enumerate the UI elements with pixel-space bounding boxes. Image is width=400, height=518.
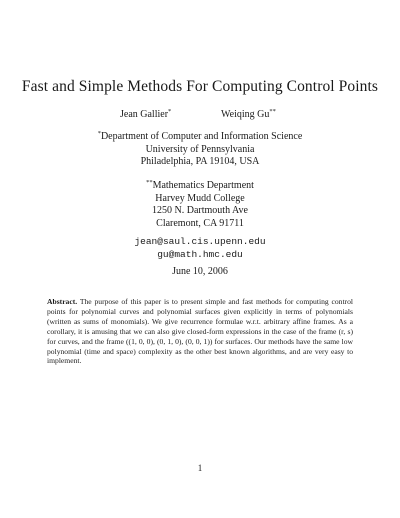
email-list bbox=[0, 236, 400, 261]
affiliation-2-line-4: Claremont, CA 91711 bbox=[156, 217, 244, 229]
author-1-name: Jean Gallier bbox=[120, 109, 169, 120]
affiliation-1-line-3: Philadelphia, PA 19104, USA bbox=[140, 156, 260, 167]
author-2-mark: ** bbox=[269, 108, 276, 115]
abstract-label: Abstract. bbox=[47, 297, 78, 306]
author-1 bbox=[120, 108, 171, 120]
page-number: 1 bbox=[197, 463, 203, 473]
abstract bbox=[47, 297, 353, 366]
author-2-name: Weiqing Gu bbox=[221, 109, 270, 120]
abstract-text: The purpose of this paper is to present simple and fast methods for computing control points for polynomial curves and polynomial surfaces given explicitly in terms of polynomials (written as sums of monomials). We give recurrence formulae w.r.t. arbitrary affine frames. As a corollary, it is amusing that we can also give closed-form expressions in the case of the frame (r, s) for curves, and the frame ((1, 0, 0), (0, 1, 0), (0, 0, 1)) for surfaces. Our methods have the same low polynomial (time and space) complexity as the other best known algorithms, and are very easy to implement. bbox=[47, 297, 353, 366]
affiliation-2-line-3: 1250 N. Dartmouth Ave bbox=[152, 205, 248, 216]
email-2: gu@math.hmc.edu bbox=[157, 248, 243, 260]
affiliation-1-line-1: *Department of Computer and Information Science bbox=[97, 130, 303, 142]
affiliation-2-line-1: **Mathematics Department bbox=[146, 179, 254, 191]
author-2 bbox=[221, 108, 276, 120]
paper-date: June 10, 2006 bbox=[172, 266, 228, 277]
affiliation-1-mark: * bbox=[97, 130, 101, 137]
author-1-mark: * bbox=[168, 108, 172, 115]
affiliation-1 bbox=[0, 128, 400, 169]
email-1: jean@saul.cis.upenn.edu bbox=[134, 236, 266, 247]
affiliation-2 bbox=[0, 177, 400, 230]
paper-title: Fast and Simple Methods For Computing Control Points bbox=[21, 78, 379, 95]
affiliation-1-line-2: University of Pennsylvania bbox=[145, 143, 255, 155]
affiliation-2-line-2: Harvey Mudd College bbox=[155, 192, 245, 204]
affiliation-2-mark: ** bbox=[146, 179, 153, 186]
